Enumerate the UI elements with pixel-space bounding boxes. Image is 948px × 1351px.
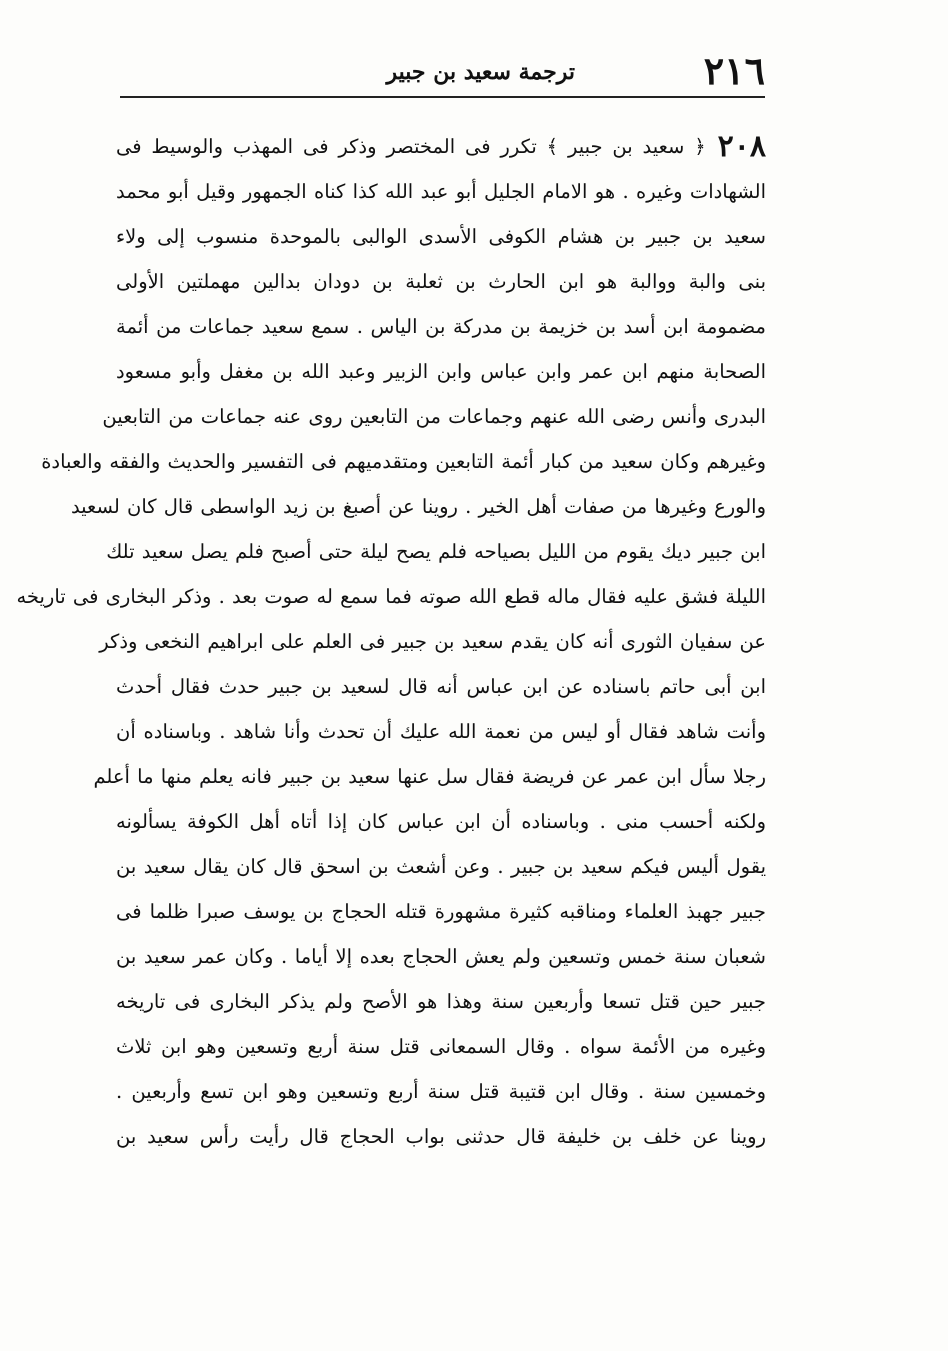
text-line: الليلة فشق عليه فقال ماله قطع الله صوته فما سمع له صوت بعد . وذكر البخارى فى تاريخه [16,585,766,608]
text-line: ابن أبى حاتم باسناده عن ابن عباس أنه قال لسعيد بن جبير حدث فقال أحدث [116,675,766,698]
entry-number: ٢٠٨ [717,129,766,164]
text-line: والورع وغيرها من صفات أهل الخير . روينا عن أصبغ بن زيد الواسطى قال كان لسعيد [70,495,766,518]
text-line: يقول أليس فيكم سعيد بن جبير . وعن أشعث بن اسحق قال كان يقال سعيد بن [116,855,766,878]
text-line: وغيره من الأئمة سواه . وقال السمعانى قتل سنة أربع وتسعين وهو ابن ثلاث [116,1035,766,1058]
text-line: وغيرهم وكان سعيد من كبار أئمة التابعين ومتقدميهم فى التفسير والحديث والفقه والعبادة [41,450,766,473]
text-line: وخمسين سنة . وقال ابن قتيبة قتل سنة أربع وتسعين وهو ابن تسع وأربعين . [116,1080,766,1103]
header-divider [120,96,765,98]
text-line: ولكنه أحسب منى . وباسناده أن ابن عباس كان إذا أتاه أهل الكوفة يسألونه [116,810,766,833]
text-line: سعيد بن جبير بن هشام الكوفى الأسدى الوالبى بالموحدة منسوب إلى ولاء [116,225,766,248]
page-header [120,48,765,94]
text-line: ابن جبير ديك يقوم من الليل بصياحه فلم يصح ليلة حتى أصبح فلم يصل سعيد تلك [106,540,766,563]
entry-first-line [116,124,766,169]
text-line: روينا عن خلف بن خليفة قال حدثنى بواب الحجاج قال رأيت رأس سعيد بن [116,1125,766,1148]
running-title: ترجمة سعيد بن جبير [386,59,575,85]
text-line: جبير حين قتل تسعا وأربعين سنة وهذا هو الأصح ولم يذكر البخارى فى تاريخه [116,990,766,1013]
text-line: جبير جهبذ العلماء ومناقبه كثيرة مشهورة قتله الحجاج بن يوسف صبرا ظلما فى [116,900,766,923]
text-line: الشهادات وغيره . هو الامام الجليل أبو عبد الله كذا كناه الجمهور وقيل أبو محمد [116,180,766,203]
text-line: شعبان سنة خمس وتسعين ولم يعش الحجاج بعده إلا أياما . وكان عمر سعيد بن [116,945,766,968]
page-number: ٢١٦ [703,48,765,93]
text-line: مضمومة ابن أسد بن خزيمة بن مدركة بن الياس . سمع سعيد جماعات من أئمة [116,315,766,338]
text-line: البدرى وأنس رضى الله عنهم وجماعات من التابعين روى عنه جماعات من التابعين [102,405,766,428]
text-line: عن سفيان الثورى أنه كان يقدم سعيد بن جبير فى العلم على ابراهيم النخعى وذكر [99,630,766,653]
entry-body [16,124,766,1159]
text-line: الصحابة منهم ابن عمر وابن عباس وابن الزبير وعبد الله بن مغفل وأبو مسعود [116,360,766,383]
text-line: رجلا سأل ابن عمر عن فريضة فقال سل عنها سعيد بن جبير فانه يعلم منها ما أعلم [93,765,766,788]
text-line: بنى والبة ووالبة هو ابن الحارث بن ثعلبة بن دودان بدالين مهملتين الأولى [116,270,766,293]
entry-heading-text: ﴿ سعيد بن جبير ﴾ تكرر فى المختصر وذكر فى المهذب والوسيط فى [116,135,706,158]
text-line: وأنت شاهد فقال أو ليس من نعمة الله عليك أن تحدث وأنا شاهد . وباسناده أن [116,720,766,743]
